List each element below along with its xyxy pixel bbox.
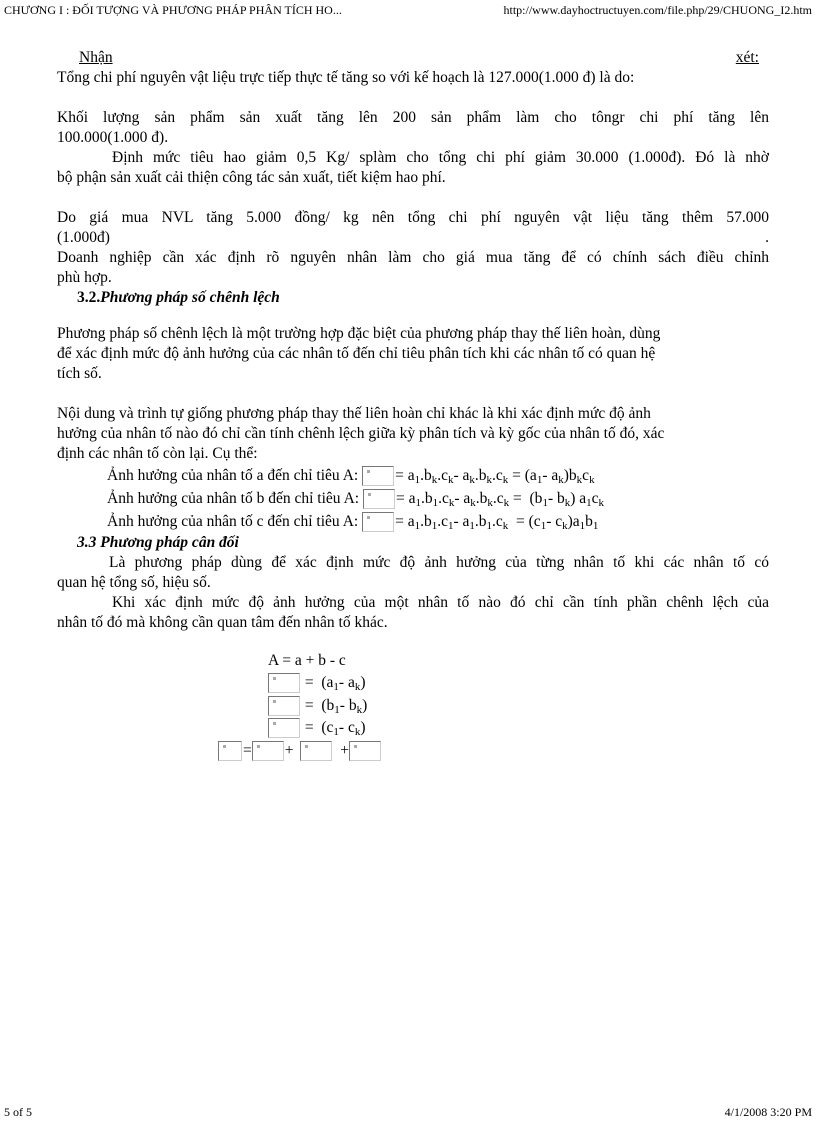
formula-b-label: Ảnh hưởng của nhân tố b đến chỉ tiêu A: xyxy=(107,490,360,507)
paragraph-procedure-line1: Nội dung và trình tự giống phương pháp thay thế liên hoàn chỉ khác là khi xác định mức độ ảnh xyxy=(57,405,651,422)
paragraph-price-line1: Do giá mua NVL tăng 5.000 đồng/ kg nên tổng chi phí nguyên vật liệu tăng thêm 57.000 xyxy=(57,209,769,226)
heading-3-3 xyxy=(77,533,769,553)
heading-3-2 xyxy=(77,288,769,308)
paragraph-volume-line1: Khối lượng sản phẩm sản xuất tăng lên 200 sản phẩm làm cho tôngr chi phí tăng lên xyxy=(57,109,769,126)
formula-factor-a: Ảnh hưởng của nhân tố a đến chỉ tiêu A: = $a_1.b_k.c_k-$ $a_k.b_k.c_k = (a_1-$ $a_k)b_kc_k$ xyxy=(107,467,595,486)
formula-factor-c: Ảnh hưởng của nhân tố c đến chỉ tiêu A: = $a_1.b_1.c_1-$ $a_1.b_1.c_k = (c_1-$ $c_k)a_1b_1$ xyxy=(107,513,599,532)
paragraph-balance-line1: Là phương pháp dùng để xác định mức độ ảnh hưởng của từng nhân tố khi các nhân tố có xyxy=(109,554,769,571)
paragraph-price-unit: (1.000đ) xyxy=(57,229,110,246)
paragraph-procedure-line2: hưởng của nhân tố nào đó chỉ cần tính chênh lệch giữa kỳ phân tích và kỳ gốc của nhân tố đó, xác xyxy=(57,425,665,442)
header-url: http://www.dayhoctructuyen.com/file.php/29/CHUONG_I2.htm xyxy=(503,3,812,17)
equation-delta-b: = ($b_1-$ $b_k$) xyxy=(268,695,367,717)
paragraph-difference-line1: Phương pháp số chênh lệch là một trường hợp đặc biệt của phương pháp thay thế liên hoàn, dùng xyxy=(57,325,661,342)
footer-page-number: 5 of 5 xyxy=(4,1105,32,1119)
delta-c-box xyxy=(268,718,300,738)
paragraph-volume-line2: 100.000(1.000 đ). xyxy=(57,129,169,146)
equation-delta-c: = ($c_1-$ $c_k$) xyxy=(268,717,366,739)
formula-c-label: Ảnh hưởng của nhân tố c đến chỉ tiêu A: xyxy=(107,513,359,530)
sum-delta-b-box xyxy=(300,741,332,761)
header-title: CHƯƠNG I : ĐỐI TƯỢNG VÀ PHƯƠNG PHÁP PHÂN TÍCH HO... xyxy=(4,3,342,17)
paragraph-difference-line2: để xác định mức độ ảnh hưởng của các nhân tố đến chỉ tiêu phân tích khi các nhân tố có quan hệ xyxy=(57,345,656,362)
paragraph-balance-line4: nhân tố đó mà không cần quan tâm đến nhân tố khác. xyxy=(57,614,388,631)
equation-delta-a: = ($a_1-$ $a_k$) xyxy=(268,672,366,694)
formula-b-delta-box xyxy=(363,489,395,509)
equation-sum: = + + xyxy=(218,740,382,762)
paragraph-balance-line2: quan hệ tổng số, hiệu số. xyxy=(57,574,211,591)
paragraph-price-line2 xyxy=(57,228,769,248)
nhan-xet-left: Nhận xyxy=(79,49,113,66)
equation-main: A = a + b - c xyxy=(268,652,346,669)
paragraph-difference-line3: tích số. xyxy=(57,365,102,382)
formula-c-delta-box xyxy=(362,512,394,532)
sum-delta-c-box xyxy=(349,741,381,761)
paragraph-procedure-line3: định các nhân tố còn lại. Cụ thể: xyxy=(57,445,258,462)
paragraph-conclusion-line1: Doanh nghiệp cần xác định rõ nguyên nhân làm cho giá mua tăng để có chính sách điều chỉnh xyxy=(57,249,769,266)
formula-a-delta-box xyxy=(362,466,394,486)
paragraph-conclusion-line2: phù hợp. xyxy=(57,269,112,286)
delta-a-box xyxy=(268,673,300,693)
footer-datetime: 4/1/2008 3:20 PM xyxy=(724,1105,812,1119)
delta-b-box xyxy=(268,696,300,716)
heading-3-2-title: Phương pháp số chênh lệch xyxy=(100,289,280,306)
paragraph-norm-line1: Định mức tiêu hao giảm 0,5 Kg/ splàm cho tổng chi phí giảm 30.000 (1.000đ). Đó là nhờ xyxy=(112,149,769,166)
paragraph-balance-line3: Khi xác định mức độ ảnh hưởng của một nhân tố nào đó chỉ cần tính phần chênh lệch của xyxy=(112,594,769,611)
sum-delta-a-box xyxy=(252,741,284,761)
nhan-xet-right: xét: xyxy=(735,49,759,66)
nhan-xet-line xyxy=(79,48,759,68)
formula-a-label: Ảnh hưởng của nhân tố a đến chỉ tiêu A: xyxy=(107,467,359,484)
delta-total-box xyxy=(218,741,242,761)
document-body xyxy=(57,48,769,759)
paragraph-norm-line2: bộ phận sản xuất cải thiện công tác sản xuất, tiết kiệm hao phí. xyxy=(57,169,446,186)
paragraph-total-cost: Tổng chi phí nguyên vật liệu trực tiếp thực tế tăng so với kế hoạch là 127.000(1.000 đ) là do: xyxy=(57,69,635,86)
paragraph-price-dot: . xyxy=(765,229,769,246)
heading-3-2-number: 3.2. xyxy=(77,289,101,306)
formula-factor-b: Ảnh hưởng của nhân tố b đến chỉ tiêu A: = $a_1.b_1.c_k-$ $a_k.b_k.c_k = (b_1-$ $b_k$) $a_1c_k$ xyxy=(107,490,605,509)
heading-3-3-title: 3.3 Phương pháp cân đối xyxy=(77,534,239,551)
